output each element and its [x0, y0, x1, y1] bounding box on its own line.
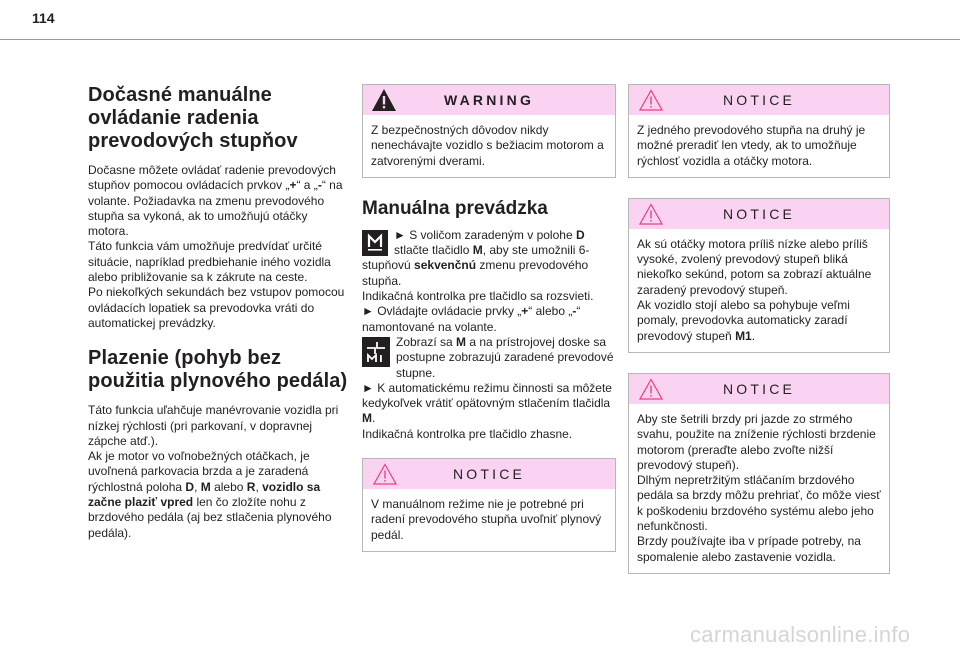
notice-text-line: Ak vozidlo stojí alebo sa pohybuje veľmi pomaly, prevodovka automaticky zaradí prevodový stupeň M1.	[637, 298, 850, 343]
paragraph-display-m: Zobrazí sa M a na prístrojovej doske sa postupne zobrazujú zaradené prevodové stupne.	[362, 335, 616, 381]
notice-box-rpm	[628, 198, 890, 353]
paragraph-anticipate: Táto funkcia vám umožňuje predvídať určité situácie, napríklad predbiehanie iného vozidla alebo približovanie sa k zákrute na ceste.	[88, 239, 331, 285]
column-middle	[362, 84, 616, 552]
paragraph-paddles: ► Ovládajte ovládacie prvky „+“ alebo „-“ namontované na volante.	[362, 304, 581, 334]
watermark: carmanualsonline.info	[690, 622, 911, 647]
notice-title: NOTICE	[452, 466, 526, 483]
notice-text-line: Brzdy používajte iba v prípade potreby, na spomalenie alebo zastavenie vozidla.	[637, 534, 861, 564]
gearbox-m-button-icon	[362, 230, 388, 256]
notice-box-manual	[362, 458, 616, 552]
notice-triangle-icon	[639, 89, 663, 111]
paragraph-auto-return: Po niekoľkých sekundách bez vstupov pomocou ovládacích lopatiek sa prevodovka vráti do automatickej prevádzky.	[88, 285, 345, 330]
paragraph-creep-intro: Táto funkcia uľahčuje manévrovanie vozidla pri nízkej rýchlosti (pri parkovaní, v dopravnej zápche atď.).	[88, 403, 339, 448]
notice-header	[363, 459, 615, 489]
header-rule	[0, 39, 960, 40]
paragraph-indicator-on: Indikačná kontrolka pre tlačidlo sa rozsvieti.	[362, 289, 594, 304]
notice-text-line: Dlhým nepretržitým stláčaním brzdového pedála sa brzdy môžu prehriať, čo môže viesť k poškodeniu brzdového systému alebo jeho nefunkčnosti.	[637, 473, 881, 534]
notice-text	[629, 229, 889, 352]
notice-text-line: Aby ste šetrili brzdy pri jazde zo strmého svahu, použite na zníženie rýchlosti brzdenie motorom (preraďte alebo zvoľte nižší prevodový stupeň).	[637, 411, 876, 472]
notice-text	[629, 404, 889, 573]
warning-triangle-icon	[371, 88, 397, 112]
notice-text: V manuálnom režime nie je potrebné pri radení prevodového stupňa uvoľniť plynový pedál.	[371, 497, 602, 542]
notice-text: Z jedného prevodového stupňa na druhý je možné preradiť len vtedy, ak to umožňuje rýchlosť vozidla a otáčky motora.	[637, 123, 866, 168]
notice-title: NOTICE	[722, 205, 796, 222]
warning-box	[362, 84, 616, 178]
manual-mode-body	[362, 228, 616, 442]
shift-paddle-display-icon	[362, 337, 390, 367]
section-title-manual-shift: Dočasné manuálne ovládanie radenia prevodových stupňov	[88, 84, 298, 152]
column-left	[88, 84, 348, 541]
notice-title: NOTICE	[722, 380, 796, 397]
notice-triangle-icon	[639, 203, 663, 225]
notice-header	[629, 199, 889, 229]
notice-box-gear-change	[628, 84, 890, 178]
paragraph-engage-manual: ► S voličom zaradeným v polohe D stlačte tlačidlo M, aby ste umožnili 6-stupňovú sekvenčnú zmenu prevodového stupňa.	[362, 227, 590, 288]
notice-box-brakes	[628, 373, 890, 574]
paragraph-creep-detail: Ak je motor vo voľnobežných otáčkach, je uvoľnená parkovacia brzda a je zaradená rýchlostná poloha D, M alebo R, vozidlo sa začne plaziť vpred len čo zložíte nohu z brzdového pedála (aj bez stlačenia plynového pedála).	[88, 449, 332, 540]
page-number: 114	[32, 10, 55, 26]
notice-title: NOTICE	[722, 92, 796, 108]
notice-triangle-icon	[373, 463, 397, 485]
warning-title: WARNING	[443, 92, 535, 108]
notice-text-line: Ak sú otáčky motora príliš nízke alebo príliš vysoké, zvolený prevodový stupeň bliká niekoľko sekúnd, potom sa zobrazí aktuálne zaradený prevodový stupeň.	[637, 236, 872, 297]
paragraph-return-auto: ► K automatickému režimu činnosti sa môžete kedykoľvek vrátiť opätovným stlačením tlačidla M.	[362, 380, 612, 426]
column-right	[628, 84, 890, 574]
paragraph-manual-shift: Dočasne môžete ovládať radenie prevodových stupňov pomocou ovládacích prvkov „+“ a „-“ na volante. Požiadavka na zmenu prevodového stupňa sa vykoná, ak to umožňujú otáčky motora.	[88, 163, 343, 239]
notice-triangle-icon	[639, 378, 663, 400]
paragraph-indicator-off: Indikačná kontrolka pre tlačidlo zhasne.	[362, 426, 573, 441]
notice-header	[629, 85, 889, 115]
section-title-manual-mode: Manuálna prevádzka	[362, 197, 548, 219]
section-title-creep: Plazenie (pohyb bez použitia plynového pedála)	[88, 347, 348, 393]
notice-header	[629, 374, 889, 404]
warning-header	[363, 85, 615, 115]
warning-text: Z bezpečnostných dôvodov nikdy nenechávajte vozidlo s bežiacim motorom a zatvorenými dverami.	[371, 123, 604, 168]
